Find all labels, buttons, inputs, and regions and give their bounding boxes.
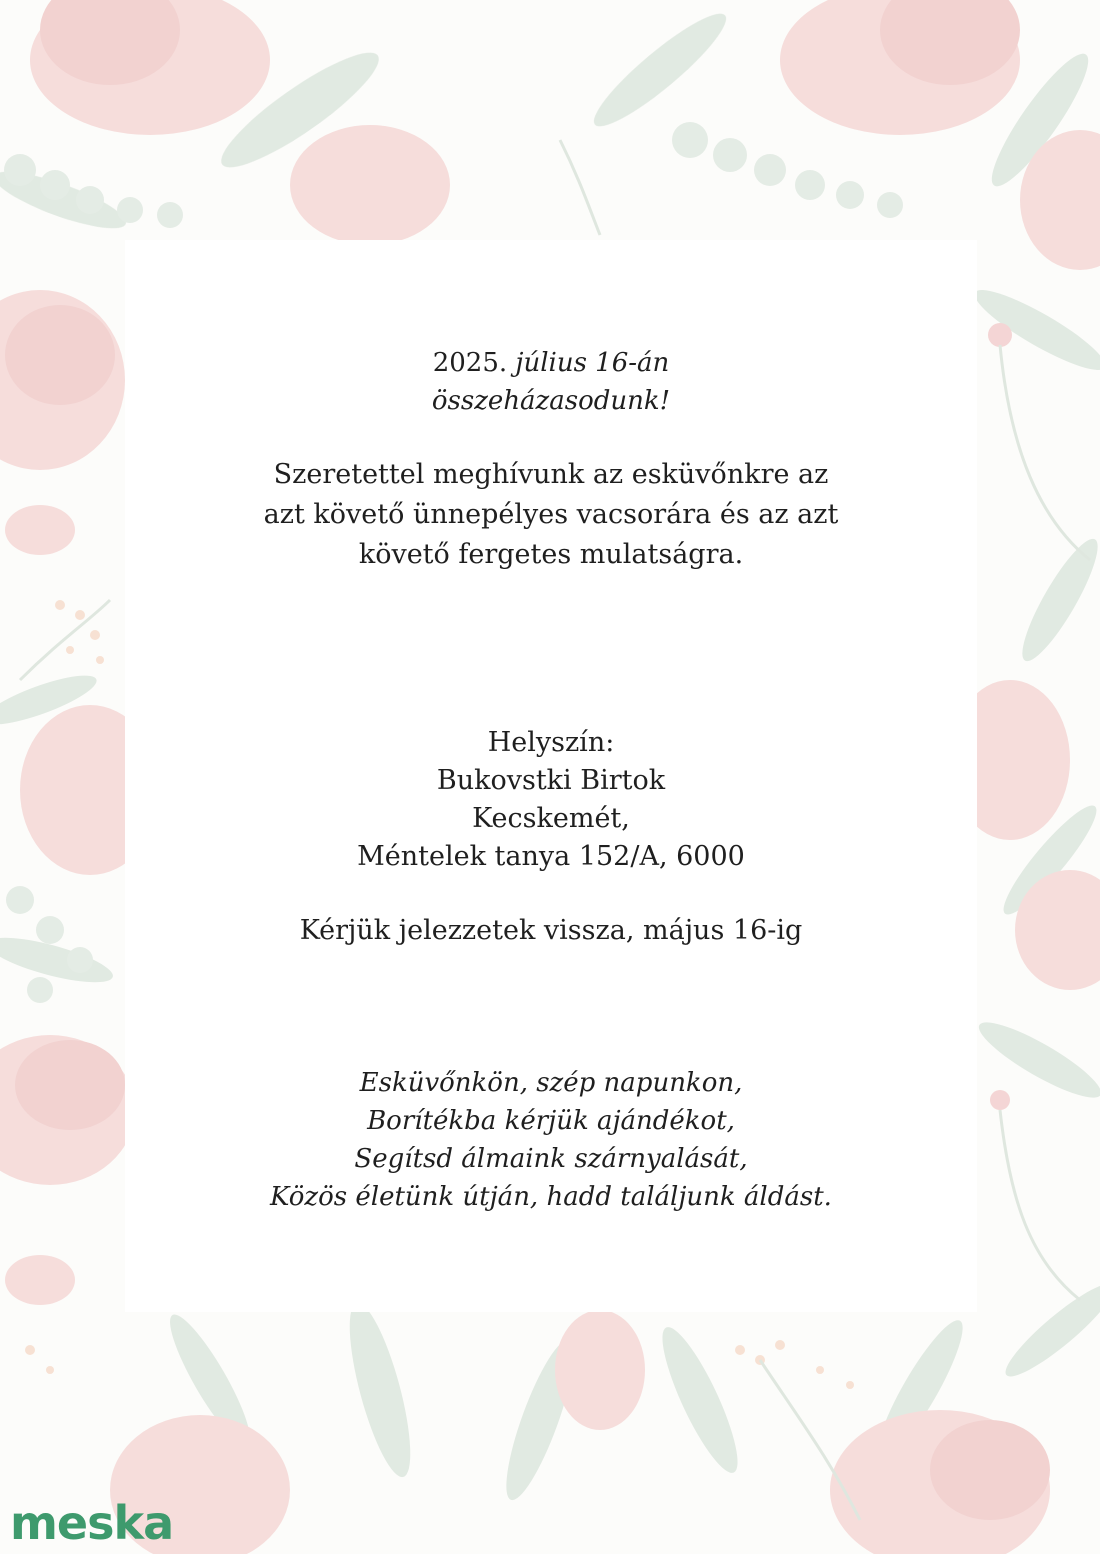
leaf-shape [583, 2, 736, 139]
leaf-shape [967, 279, 1100, 382]
leaf-shape [337, 1298, 422, 1482]
invite-line: követő fergetes mulatságra. [358, 539, 744, 570]
venue-details [125, 724, 977, 876]
venue-city: Kecskemét, [472, 803, 630, 834]
poem-line: Esküvőnkön, szép napunkon, [359, 1068, 743, 1098]
leaf-shape [997, 1274, 1100, 1387]
marriage-announcement: összeházasodunk! [431, 386, 671, 416]
leaf-shape [971, 1011, 1100, 1109]
wedding-date-announcement [125, 344, 977, 420]
invitation-card [125, 240, 977, 1312]
invitation-message [125, 455, 977, 575]
invite-line: azt követő ünnepélyes vacsorára és az azt [263, 499, 839, 530]
gift-poem [125, 1064, 977, 1216]
date-day: július 16-án [515, 348, 670, 378]
leaf-shape [1011, 531, 1100, 668]
date-year: 2025. [432, 348, 508, 378]
flower-shape [290, 125, 450, 245]
date-line [125, 344, 977, 382]
poem-line: Borítékba kérjük ajándékot, [367, 1106, 735, 1136]
poem-line: Segítsd álmaink szárnyalását, [354, 1144, 748, 1174]
venue-name: Bukovstki Birtok [436, 765, 666, 796]
venue-address: Méntelek tanya 152/A, 6000 [357, 841, 745, 872]
poem-line: Közös életünk útján, hadd találjunk áldást. [270, 1182, 832, 1212]
venue-label: Helyszín: [487, 727, 615, 758]
invite-line: Szeretettel meghívunk az esküvőnkre az [273, 459, 829, 490]
leaf-shape [650, 1320, 750, 1480]
meska-logo: meska [10, 1496, 174, 1550]
rsvp-note: Kérjük jelezzetek vissza, május 16-ig [299, 915, 803, 946]
